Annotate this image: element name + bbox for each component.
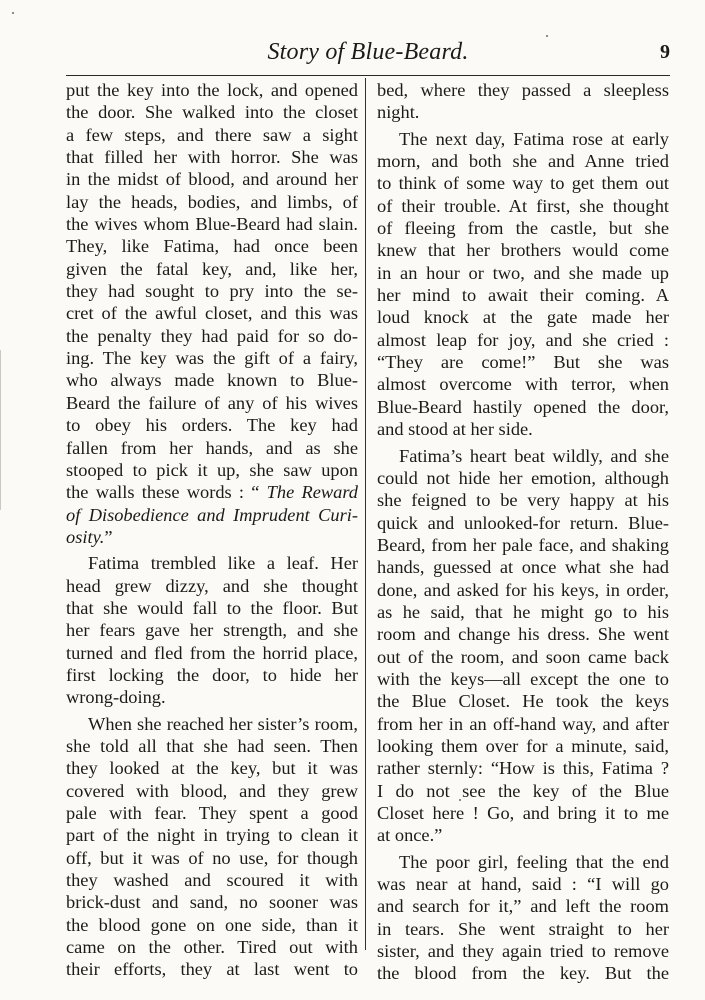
page-header [66,36,670,76]
text-line: Blue-Beard hastily opened the door, [377,396,669,417]
text-line: I do not see the key of the Blue [377,780,669,801]
text-line: rather sternly: “How is this, Fatima ? [377,758,669,779]
corner-speck [12,12,14,14]
text-line: almost leap for joy, and she cried : [377,329,669,350]
text-line: ing. The key was the gift of a fairy, [66,348,358,369]
text-line: looking them over for a minute, said, [377,735,669,756]
text-line: from her in an off-hand way, and after [377,713,669,734]
text-line: When she reached her sister’s room, [88,713,358,734]
text-line: with the keys—all except the one to [377,668,669,689]
text-line: to think of some way to get them out [377,173,669,194]
text-line: osity.” [66,526,113,547]
text-line: wrong-doing. [66,687,166,708]
text-line: could not hide her emotion, although [377,467,669,488]
text-line: pale with fear. They spent a good [66,803,358,823]
text-line: the penalty they had paid for so do- [66,325,358,346]
text-line: the blood gone on one side, than it [66,914,358,935]
text-line: covered with blood, and they grew [66,780,358,801]
text-line: first locking the door, to hide her [66,664,358,685]
text-line: of fleeing from the castle, but she [377,218,669,239]
text-line: bed, where they passed a sleepless [377,80,669,100]
text-line: “They are come!” But she was [377,352,669,373]
text-line: The next day, Fatima rose at early [399,128,669,149]
inscription-text: The Reward [266,482,358,503]
text-line: of their trouble. At first, she thought [377,195,669,216]
running-title: Story of Blue-Beard. [267,39,469,65]
text-line: head grew dizzy, and she thought [66,575,358,596]
text-line: and stood at her side. [377,419,533,440]
text-line: they had sought to pry into the se- [66,281,358,302]
text-line: hands, guessed at once what she had [377,557,669,578]
text-line: cret of the awful closet, and this was [66,303,358,324]
text-line: they looked at the key, but it was [66,758,358,779]
text-line: knew that her brothers would come [377,240,669,261]
text-line: their efforts, they at last went to [66,959,358,980]
text-line: she told all that she had seen. Then [66,735,358,756]
text-line: the door. She walked into the closet [66,102,358,123]
text-line: who always made known to Blue- [66,370,358,391]
text-line: came on the other. Tired out with [66,937,358,958]
text-line: The poor girl, feeling that the end [399,851,669,872]
left-text-column [66,79,358,981]
text-line: They, like Fatima, had once been [66,236,358,257]
text-line: Beard, from her pale face, and shaking [377,534,669,555]
text-line: the blood from the key. But the [377,963,669,984]
right-text-column [377,79,669,985]
text-line: was near at hand, said : “I will go [377,874,669,895]
text-line: off, but it was of no use, for though [66,847,358,868]
text-line: that filled her with horror. She was [66,147,358,168]
text-line: done, and asked for his keys, in order, [377,579,669,600]
text-line: the Blue Closet. He took the keys [377,691,669,712]
text-line: given the fatal key, and, like her, [66,258,358,279]
text-line: brick-dust and sand, no sooner was [66,892,358,913]
text-line: Closet here ! Go, and bring it to me [377,803,669,823]
text-line: in tears. She went straight to her [377,918,669,939]
text-line: Fatima’s heart beat wildly, and she [399,445,669,466]
page-number: 9 [660,41,670,63]
text-line: turned and fled from the horrid place, [66,642,358,663]
text-line: her mind to await their coming. A [377,285,669,306]
text-line: put the key into the lock, and opened [66,80,358,100]
text-line: fallen from her hands, and as she [66,437,358,458]
text-line: out of the room, and soon came back [377,646,669,667]
text-line: as he said, that he might go to his [377,601,669,622]
inscription-text: osity. [66,526,105,547]
text-line: quick and unlooked-for return. Blue- [377,512,669,533]
text-line: to obey his orders. The key had [66,415,358,436]
text-line: they washed and scoured it with [66,870,358,891]
text-line: Fatima trembled like a leaf. Her [88,553,358,574]
text-line: almost overcome with terror, when [377,374,669,395]
text-line: at once.” [377,825,443,846]
column-divider [365,78,366,950]
text-line: and search for it,” and left the room [377,896,669,917]
text-line: her fears gave her strength, and she [66,620,358,641]
text-line: lay the heads, bodies, and limbs, of [66,191,358,212]
text-line: the walls these words : “ The Reward [66,482,358,503]
text-line: in the midst of blood, and around her [66,169,358,190]
text-line: sister, and they again tried to remove [377,941,669,962]
text-line: night. [377,102,420,123]
text-line: Beard the failure of any of his wives [66,392,358,413]
text-line: in an hour or two, and she made up [377,262,669,283]
page-edge-mark [0,350,9,510]
text-line: that she would fall to the floor. But [66,597,358,618]
text-line: the wives whom Blue-Beard had slain. [66,214,358,235]
text-line: of Disobedience and Imprudent Curi- [66,504,358,525]
text-line: she feigned to be very happy at his [377,490,669,511]
text-line: loud knock at the gate made her [377,307,669,328]
text-line: stooped to pick it up, she saw upon [66,459,358,480]
text-line: a few steps, and there saw a sight [66,124,358,145]
header-rule [66,75,670,76]
text-line: morn, and both she and Anne tried [377,151,669,172]
text-line: room and change his dress. She went [377,624,669,645]
text-line: part of the night in trying to clean it [66,825,358,846]
